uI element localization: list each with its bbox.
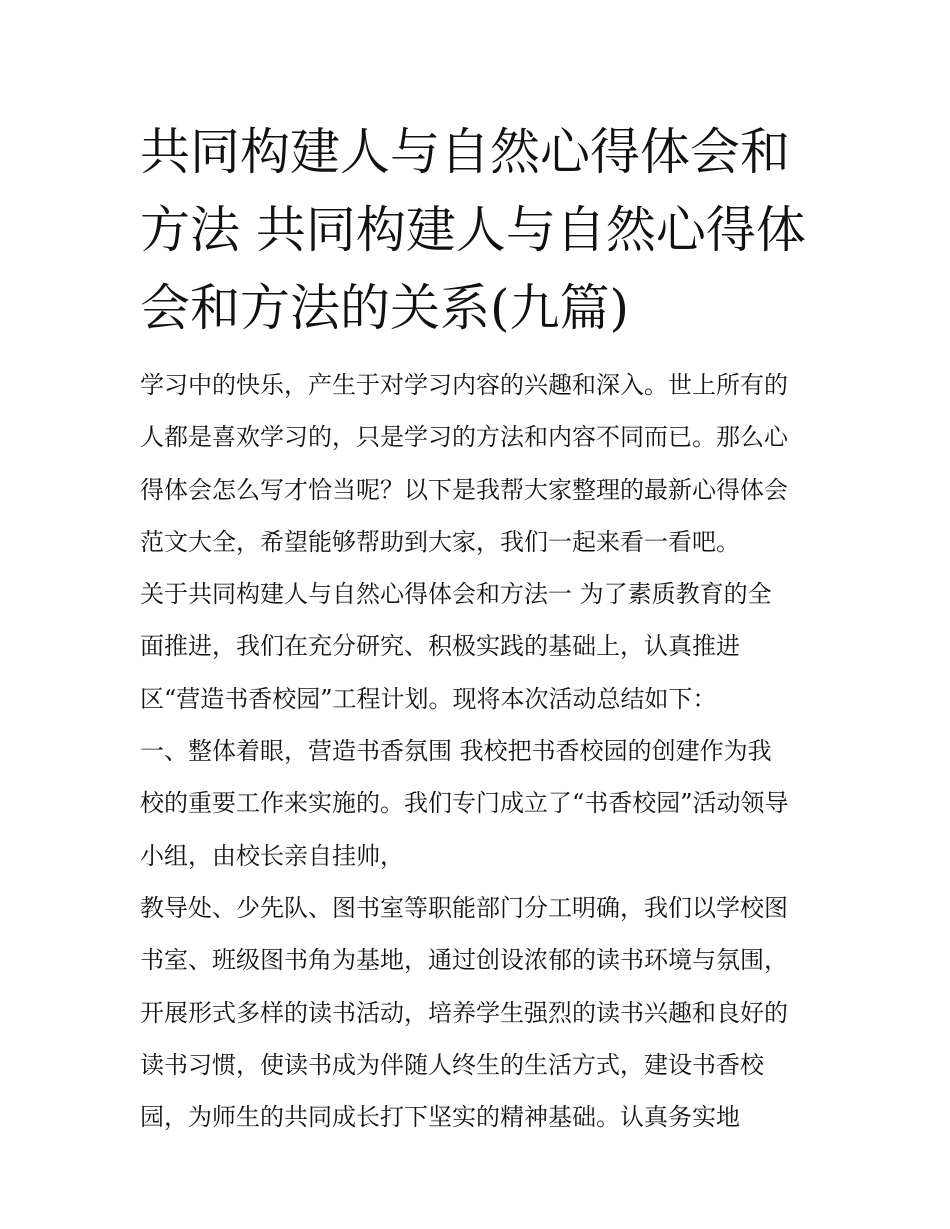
title-line: 方法 共同构建人与自然心得体 bbox=[140, 201, 806, 259]
body-line: 区“营造书香校园”工程计划。现将本次活动总结如下： bbox=[140, 684, 717, 713]
body-line: 开展形式多样的读书活动，培养学生强烈的读书兴趣和良好的 bbox=[140, 998, 788, 1027]
body-line: 面推进，我们在充分研究、积极实践的基础上，认真推进 bbox=[140, 632, 740, 661]
body-line: 一、整体着眼，营造书香氛围 我校把书香校园的创建作为我 bbox=[140, 737, 772, 766]
title-line: 会和方法的关系(九篇) bbox=[140, 279, 630, 337]
body-line: 关于共同构建人与自然心得体会和方法一 为了素质教育的全 bbox=[140, 580, 772, 609]
document-title bbox=[140, 113, 820, 347]
title-line: 共同构建人与自然心得体会和 bbox=[140, 123, 790, 181]
body-line: 人都是喜欢学习的，只是学习的方法和内容不同而已。那么心 bbox=[140, 423, 788, 452]
body-line: 教导处、少先队、图书室等职能部门分工明确，我们以学校图 bbox=[140, 893, 788, 922]
body-line: 得体会怎么写才恰当呢？以下是我帮大家整理的最新心得体会 bbox=[140, 475, 788, 504]
body-line: 园，为师生的共同成长打下坚实的精神基础。认真务实地 bbox=[140, 1103, 740, 1132]
document-content bbox=[140, 113, 820, 1143]
body-line: 小组，由校长亲自挂帅， bbox=[140, 841, 404, 870]
body-line: 书室、班级图书角为基地，通过创设浓郁的读书环境与氛围， bbox=[140, 946, 788, 975]
document-body bbox=[140, 359, 820, 1143]
body-line: 范文大全，希望能够帮助到大家，我们一起来看一看吧。 bbox=[140, 527, 740, 556]
body-line: 学习中的快乐，产生于对学习内容的兴趣和深入。世上所有的 bbox=[140, 371, 788, 399]
body-line: 读书习惯，使读书成为伴随人终生的生活方式，建设书香校 bbox=[140, 1050, 764, 1079]
body-line: 校的重要工作来实施的。我们专门成立了“书香校园”活动领导 bbox=[140, 789, 789, 818]
